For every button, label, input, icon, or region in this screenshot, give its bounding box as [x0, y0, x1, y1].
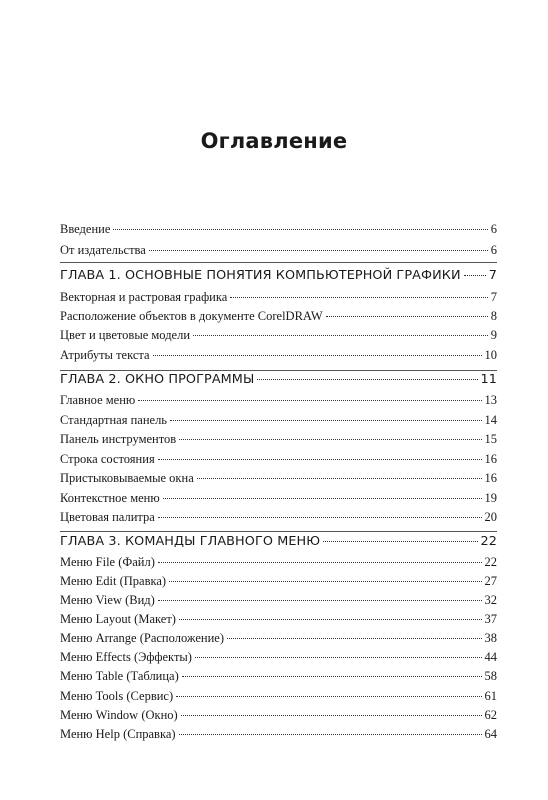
toc-entry-page: 15 — [484, 432, 497, 446]
dot-leader — [230, 297, 487, 298]
toc-entry-page: 58 — [484, 669, 497, 683]
toc-entry-title: Меню Tools (Сервис) — [60, 689, 174, 703]
toc-entry-page: 22 — [480, 534, 497, 549]
toc-entry — [60, 727, 497, 745]
dot-leader — [227, 638, 482, 639]
dot-leader — [464, 275, 486, 276]
dot-leader — [176, 696, 481, 697]
toc-entry-title: Цвет и цветовые модели — [60, 328, 191, 342]
toc-entry-page: 22 — [484, 555, 497, 569]
toc-entry-page: 8 — [490, 309, 497, 323]
toc-entry-title: Контекстное меню — [60, 491, 160, 505]
toc-chapter — [60, 534, 497, 552]
toc-entry-title: Меню File (Файл) — [60, 555, 155, 569]
dot-leader — [193, 335, 488, 336]
toc-chapter-title: ГЛАВА 2. ОКНО ПРОГРАММЫ — [60, 372, 255, 387]
toc-entry — [60, 555, 497, 573]
toc-entry-title: Расположение объектов в документе CorelDRAW — [60, 309, 323, 323]
toc-entry-page: 44 — [484, 650, 497, 664]
dot-leader — [138, 400, 481, 401]
toc-entry-title: Строка состояния — [60, 452, 155, 466]
dot-leader — [323, 541, 477, 542]
dot-leader — [197, 478, 482, 479]
toc-entry-page: 14 — [484, 413, 497, 427]
toc-entry-page: 37 — [484, 612, 497, 626]
toc-entry-page: 64 — [484, 727, 497, 741]
toc-entry-page: 7 — [490, 290, 497, 304]
toc-entry — [60, 413, 497, 431]
toc-entry-title: Главное меню — [60, 393, 136, 407]
dot-leader — [179, 734, 482, 735]
toc-entry — [60, 471, 497, 489]
toc-entry — [60, 243, 497, 261]
toc-entry-page: 61 — [484, 689, 497, 703]
chapter-rule — [60, 262, 497, 263]
toc-entry-page: 9 — [490, 328, 497, 342]
toc-chapter-title: ГЛАВА 1. ОСНОВНЫЕ ПОНЯТИЯ КОМПЬЮТЕРНОЙ ГРАФИКИ — [60, 268, 461, 283]
dot-leader — [179, 619, 482, 620]
toc-chapter — [60, 372, 497, 390]
toc-entry-page: 32 — [484, 593, 497, 607]
toc-entry-title: Пристыковываемые окна — [60, 471, 194, 485]
toc-entry-page: 11 — [480, 372, 497, 387]
toc-entry-page: 19 — [484, 491, 497, 505]
toc-entry-page: 6 — [490, 243, 497, 257]
toc-entry-title: Векторная и растровая графика — [60, 290, 228, 304]
toc-entry — [60, 348, 497, 366]
toc-entry — [60, 452, 497, 470]
toc-entry — [60, 593, 497, 611]
dot-leader — [158, 517, 482, 518]
dot-leader — [158, 459, 482, 460]
toc-entry-title: Меню Help (Справка) — [60, 727, 176, 741]
toc-chapter — [60, 268, 497, 286]
toc-entry-page: 62 — [484, 708, 497, 722]
toc-entry — [60, 669, 497, 687]
toc-entry — [60, 574, 497, 592]
dot-leader — [113, 229, 487, 230]
toc-entry — [60, 393, 497, 411]
dot-leader — [195, 657, 482, 658]
toc-entry-title: Меню Edit (Правка) — [60, 574, 167, 588]
toc-entry-page: 16 — [484, 471, 497, 485]
dot-leader — [169, 581, 481, 582]
toc-entry-title: Меню Table (Таблица) — [60, 669, 179, 683]
dot-leader — [149, 250, 488, 251]
dot-leader — [163, 498, 482, 499]
dot-leader — [170, 420, 481, 421]
toc-entry-title: Панель инструментов — [60, 432, 177, 446]
toc-entry-title: Меню Window (Окно) — [60, 708, 178, 722]
toc-entry-page: 20 — [484, 510, 497, 524]
toc-entry — [60, 328, 497, 346]
dot-leader — [326, 316, 488, 317]
toc-entry-page: 13 — [484, 393, 497, 407]
dot-leader — [181, 715, 482, 716]
toc-entry — [60, 631, 497, 649]
dot-leader — [179, 439, 481, 440]
toc-entry-page: 27 — [484, 574, 497, 588]
toc-entry — [60, 290, 497, 308]
toc-entry-title: Атрибуты текста — [60, 348, 150, 362]
toc-entry-page: 38 — [484, 631, 497, 645]
dot-leader — [153, 355, 482, 356]
dot-leader — [182, 676, 482, 677]
toc-entry-page: 16 — [484, 452, 497, 466]
toc-entry-title: Меню Layout (Макет) — [60, 612, 176, 626]
toc-entry — [60, 491, 497, 509]
toc-entry — [60, 708, 497, 726]
dot-leader — [158, 562, 482, 563]
chapter-rule — [60, 370, 497, 371]
toc-entry — [60, 650, 497, 668]
toc-chapter-title: ГЛАВА 3. КОМАНДЫ ГЛАВНОГО МЕНЮ — [60, 534, 321, 549]
toc-entry-title: Введение — [60, 222, 111, 236]
toc-entry — [60, 309, 497, 327]
toc-entry — [60, 689, 497, 707]
toc-entry — [60, 612, 497, 630]
toc-entry-page: 7 — [488, 268, 497, 283]
toc-entry — [60, 432, 497, 450]
toc-entry-title: Меню View (Вид) — [60, 593, 155, 607]
dot-leader — [158, 600, 482, 601]
toc-entry — [60, 222, 497, 240]
page-title: Оглавление — [200, 129, 348, 153]
toc-entry-title: Меню Effects (Эффекты) — [60, 650, 192, 664]
toc-entry — [60, 510, 497, 528]
toc-entry-title: Цветовая палитра — [60, 510, 155, 524]
chapter-rule — [60, 531, 497, 532]
toc-entry-page: 10 — [484, 348, 497, 362]
dot-leader — [257, 379, 477, 380]
toc-entry-title: От издательства — [60, 243, 146, 257]
toc-entry-title: Меню Arrange (Расположение) — [60, 631, 224, 645]
toc-entry-page: 6 — [490, 222, 497, 236]
toc-entry-title: Стандартная панель — [60, 413, 168, 427]
